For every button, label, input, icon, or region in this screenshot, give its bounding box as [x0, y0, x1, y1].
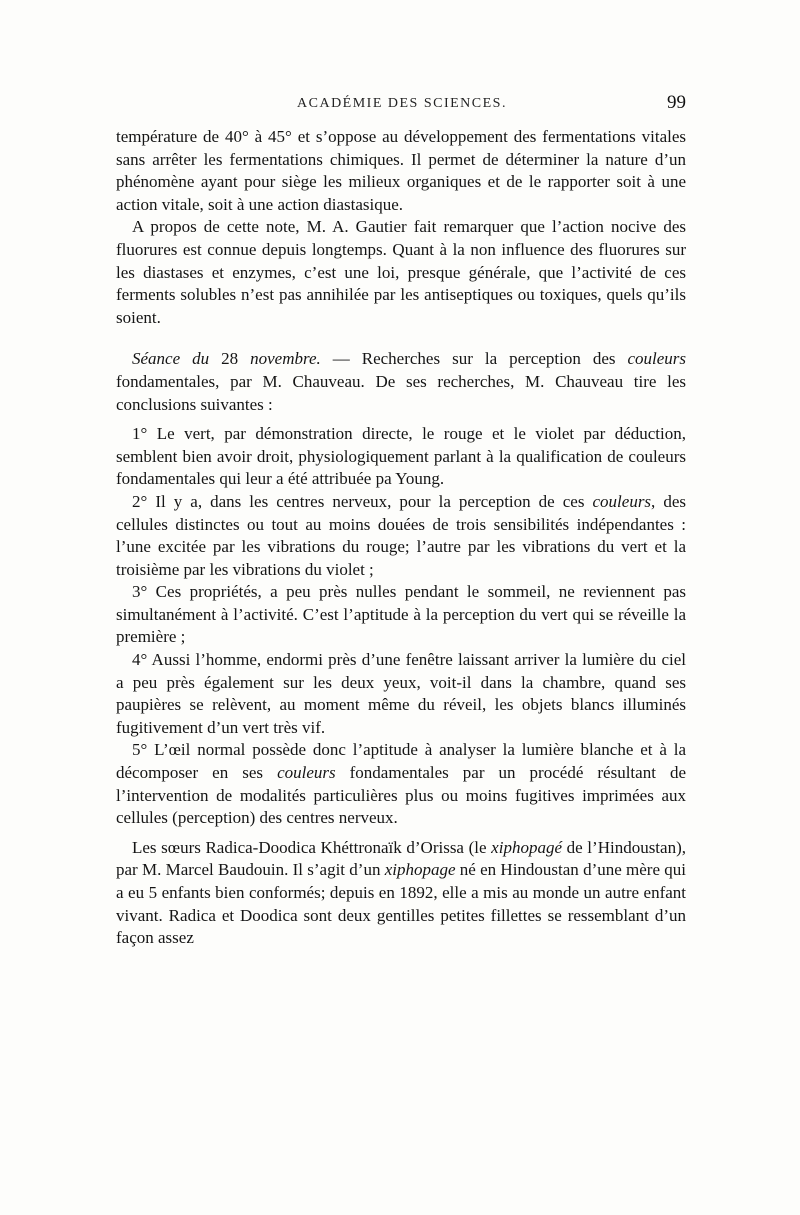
conclusion-item-4: 4° Aussi l’homme, endormi près d’une fenêtre laissant arriver la lumière du ciel a peu près également sur les deux yeux, voit-il dans la chambre, quand ses paupières se relèvent, au moment même du réveil, les objets blancs illuminés fugitivement d’un vert très vif. [116, 650, 686, 737]
p4-xiphopage-2: xiphopage [384, 860, 456, 880]
p4-text-c: né en Hindoustan d’une mère qui a eu 5 enfants bien conformés; depuis en 1892, elle a mis au monde un autre enfant vivant. Radica et Doodica sont deux gentilles petites fillettes se ressemblant d’un façon assez [116, 860, 686, 948]
body-text [116, 126, 686, 950]
item2-text-b: , des cellules distinctes ou tout au moins douées de trois sensibilités indépendantes : l’une excitée par les vibrations du rouge; l’autre par les vibrations du vert et la troisième par les vibrations du violet ; [116, 491, 686, 579]
paragraph-baudouin [116, 837, 686, 950]
conclusion-item-1: 1° Le vert, par démonstration directe, le rouge et le violet par déduction, semblent bien avoir droit, physiologiquement parlant à la qualification de couleurs fondamentales qui leur a été attribuée pa Young. [116, 424, 686, 489]
item5-couleurs: couleurs [277, 763, 336, 783]
conclusion-item-5 [116, 739, 686, 829]
conclusion-item-2 [116, 491, 686, 581]
item2-couleurs: couleurs [592, 491, 652, 511]
paragraph-session-chauveau [116, 348, 686, 416]
paragraph-gautier-remark: A propos de cette note, M. A. Gautier fait remarquer que l’action nocive des fluorures est connue depuis longtemps. Quant à la non influence des fluorures sur les diastases et enzymes, c’est une loi, presque générale, que l’activité de ces ferments solubles n’est pas annihilée par les antiseptiques ou toxiques, quels qu’ils soient. [116, 217, 686, 327]
running-header [118, 92, 686, 120]
p4-xiphopage-1: xiphopagé [491, 837, 562, 857]
session-text-a: — Recherches sur la perception des [320, 349, 628, 369]
session-date: 28 [221, 349, 239, 369]
session-month: novembre. [250, 349, 321, 369]
p4-text-a: Les sœurs Radica-Doodica Khéttronaïk d’Orissa (le [132, 837, 492, 857]
item5-text-a: 5° L’œil normal possède donc l’aptitude à analyser la lumière blanche et à la décomposer en ses [116, 740, 686, 783]
p4-text-b: de l’Hindoustan), par M. Marcel Baudouin. Il s’agit d’un [116, 837, 686, 880]
page-number: 99 [667, 92, 686, 113]
paragraph-continuation: température de 40° à 45° et s’oppose au développement des fermentations vitales sans arrêter les fermentations chimiques. Il permet de déterminer la nature d’un phénomène ayant pour siège les milieux organiques et de le rapporter soit à une action vitale, soit à une action diastasique. [116, 127, 686, 214]
session-text-b: fondamentales, par M. Chauveau. De ses recherches, M. Chauveau tire les conclusions suivantes : [116, 371, 686, 414]
conclusion-item-3: 3° Ces propriétés, a peu près nulles pendant le sommeil, ne reviennent pas simultanément à l’activité. C’est l’aptitude à la perception du vert qui se réveille la première ; [116, 582, 686, 647]
item5-text-b: fondamentales par un procédé résultant de l’intervention de modalités particulières plus ou moins fugitives imprimées aux cellules (perception) des centres nerveux. [116, 763, 687, 828]
running-title: ACADÉMIE DES SCIENCES. [297, 96, 507, 111]
item2-text-a: 2° Il y a, dans les centres nerveux, pour la perception de ces [132, 491, 593, 511]
session-couleurs: couleurs [627, 349, 687, 369]
session-label: Séance du [132, 349, 210, 369]
